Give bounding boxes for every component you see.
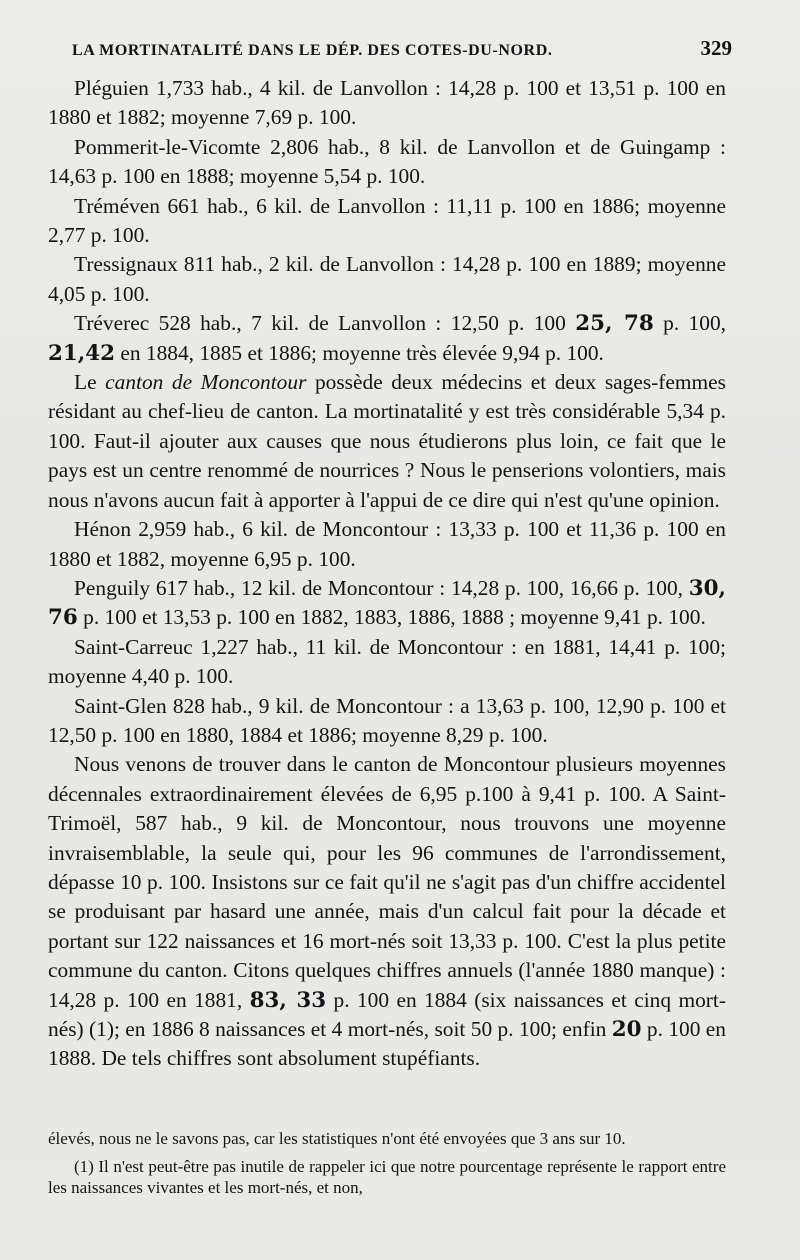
footnote-continuation: élevés, nous ne le savons pas, car les statistiques n'ont été envoyées que 3 ans sur 10. <box>48 1129 626 1148</box>
moncontour-text-a: Le <box>74 370 106 395</box>
paragraph-henon: Hénon 2,959 hab., 6 kil. de Moncontour : 13,33 p. 100 et 11,36 p. 100 en 1880 et 1882, moyenne 6,95 p. 100. <box>48 517 726 571</box>
treverec-text-c: p. 100, <box>653 311 726 336</box>
moncontour-canton: canton de Moncontour <box>105 370 307 395</box>
trimoel-text-a: Nous venons de trouver dans le canton de Moncontour plusieurs moyennes décennales extraordinairement élevées de 6,95 p.100 à 9,41 p. 100. A Saint-Trimoël, 587 hab., 9 kil. de Moncontour, nous trouvons une moyenne invraisemblable, la seule qui, pour les 96 communes de l'arrondissement, dépasse 10 p. 100. Insistons sur ce fait qu'il ne s'agit pas d'un chiffre accidentel se produisant par hasard une année, mais d'un calcul fait pour la décade et portant sur 122 naissances et 16 mort-nés soit 13,33 p. 100. C'est la plus petite commune du canton. Citons quelques chiffres annuels (l'année 1880 manque) : 14,28 p. 100 en 1881, <box>48 752 726 1012</box>
paragraph-penguily <box>48 574 726 633</box>
treverec-bold-1: 25, 78 <box>575 311 654 337</box>
trimoel-bold-1: 83, 33 <box>249 987 327 1013</box>
paragraph-moncontour <box>48 368 726 515</box>
paragraph-pommerit: Pommerit-le-Vicomte 2,806 hab., 8 kil. de Lanvollon et de Guingamp : 14,63 p. 100 en 1888; moyenne 5,54 p. 100. <box>48 134 726 189</box>
paragraph-pleguien: Pléguien 1,733 hab., 4 kil. de Lanvollon : 14,28 p. 100 et 13,51 p. 100 en 1880 et 1882; moyenne 7,69 p. 100. <box>48 76 726 130</box>
trimoel-bold-2: 20 <box>611 1017 642 1042</box>
paragraph-treverec <box>48 309 726 368</box>
paragraph-tremeven: Tréméven 661 hab., 6 kil. de Lanvollon : 11,11 p. 100 en 1886; moyenne 2,77 p. 100. <box>48 193 726 248</box>
penguily-text-a: Penguily 617 hab., 12 kil. de Moncontour : 14,28 p. 100, 16,66 p. 100, <box>74 575 689 600</box>
treverec-bold-2: 21,42 <box>48 340 115 366</box>
penguily-text-c: p. 100 et 13,53 p. 100 en 1882, 1883, 1886, 1888 ; moyenne 9,41 p. 100. <box>77 605 706 630</box>
paragraph-saint-carreuc: Saint-Carreuc 1,227 hab., 11 kil. de Moncontour : en 1881, 14,41 p. 100; moyenne 4,40 p. 100. <box>48 634 726 689</box>
page-header <box>72 36 732 61</box>
running-head: LA MORTINATALITÉ DANS LE DÉP. DES COTES-DU-NORD. <box>72 42 553 59</box>
moncontour-text-b: possède deux médecins et deux sages-femmes résidant au chef-lieu de canton. La mortinatalité y est très considérable 5,34 p. 100. Faut-il ajouter aux causes que nous étudierons plus loin, ce fait que le pays est un centre renommé de nourrices ? Nous le penserions volontiers, mais nous n'avons aucun fait à apporter à l'appui de ce dire qui n'est qu'une opinion. <box>48 370 726 512</box>
footnote-1: (1) Il n'est peut-être pas inutile de rappeler ici que notre pourcentage représente le rapport entre les naissances vivantes et les mort-nés, et non, <box>48 1156 726 1197</box>
paragraph-saint-glen: Saint-Glen 828 hab., 9 kil. de Moncontour : a 13,63 p. 100, 12,90 p. 100 et 12,50 p. 100 en 1880, 1884 et 1886; moyenne 8,29 p. 100. <box>48 693 726 747</box>
footnotes <box>48 1128 726 1199</box>
paragraph-tressignaux: Tressignaux 811 hab., 2 kil. de Lanvollon : 14,28 p. 100 en 1889; moyenne 4,05 p. 100. <box>48 252 726 306</box>
treverec-text-d: en 1884, 1885 et 1886; moyenne très élevée 9,94 p. 100. <box>114 340 604 365</box>
trimoel-text-c: p. 100 en 1884 (six naissances et cinq mort-nés) (1); en 1886 8 naissances et 4 mort-nés, soit 50 p. 100; enfin <box>48 987 727 1041</box>
penguily-bold: 30, 76 <box>48 575 726 631</box>
main-text <box>48 74 726 1074</box>
trimoel-text-d: p. 100 en 1888. De tels chiffres sont absolument stupéfiants. <box>48 1017 726 1071</box>
paragraph-saint-trimoel <box>48 750 726 1073</box>
page-number: 329 <box>700 36 732 60</box>
treverec-text-a: Tréverec 528 hab., 7 kil. de Lanvollon : 12,50 p. 100 <box>74 311 576 336</box>
